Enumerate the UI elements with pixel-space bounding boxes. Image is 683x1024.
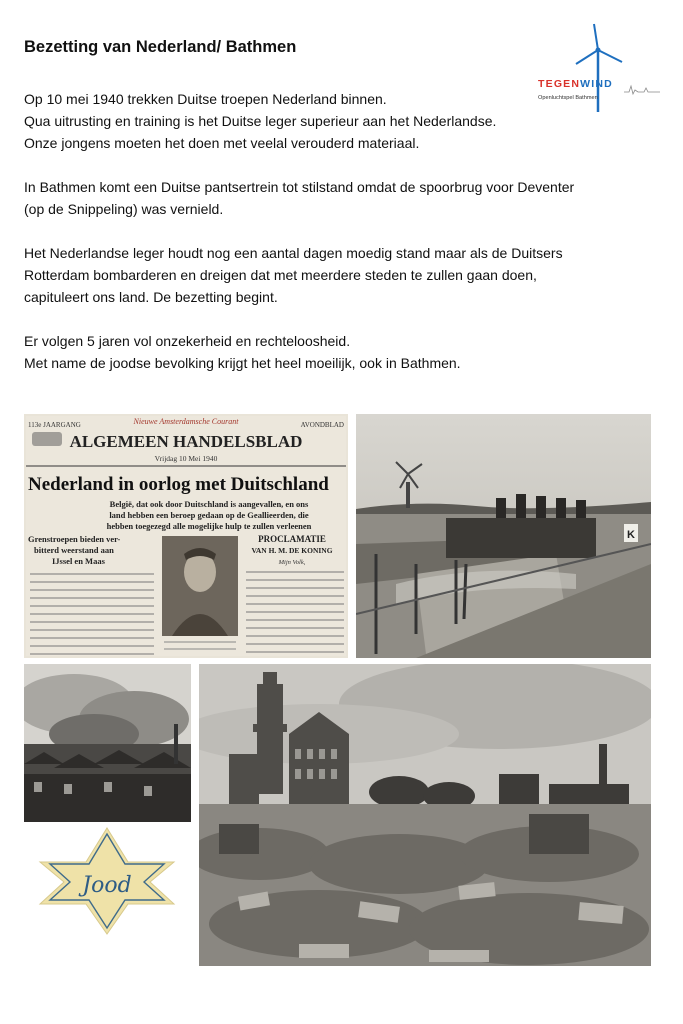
svg-text:AVONDBLAD: AVONDBLAD bbox=[300, 421, 344, 429]
svg-text:Vrijdag 10 Mei 1940: Vrijdag 10 Mei 1940 bbox=[154, 454, 218, 463]
svg-text:VAN H. M. DE KONING: VAN H. M. DE KONING bbox=[251, 546, 333, 555]
svg-text:113e JAARGANG: 113e JAARGANG bbox=[28, 421, 81, 429]
destroyed-city-photo bbox=[199, 664, 651, 966]
newspaper-clipping-image bbox=[24, 414, 348, 658]
svg-text:Grenstroepen bieden ver-: Grenstroepen bieden ver- bbox=[28, 534, 121, 544]
svg-text:land hebben een beroep gedaan: land hebben een beroep gedaan op de Geallieerden, die bbox=[109, 510, 309, 520]
jewish-star-badge-image bbox=[24, 826, 191, 936]
svg-text:bitterd weerstand aan: bitterd weerstand aan bbox=[34, 545, 114, 555]
svg-text:België, dat ook door Duitschla: België, dat ook door Duitschland is aangevallen, en ons bbox=[109, 499, 309, 509]
paragraph-capitulation: Het Nederlandse leger houdt nog een aantal dagen moedig stand maar als de Duitsers Rotterdam bombarderen en dreigen dat met meerdere steden te zullen gaan doen, capituleert ons land. De bezetting begint. bbox=[24, 245, 563, 305]
logo-wordmark: TEGENWIND bbox=[538, 78, 613, 90]
svg-text:PROCLAMATIE: PROCLAMATIE bbox=[258, 534, 326, 544]
svg-text:ALGEMEEN HANDELSBLAD: ALGEMEEN HANDELSBLAD bbox=[69, 432, 303, 451]
svg-text:hebben toegezegd alle mogelijk: hebben toegezegd alle mogelijke hulp te zullen verleenen bbox=[106, 521, 312, 531]
armoured-train-photo bbox=[356, 414, 651, 658]
svg-text:K: K bbox=[627, 529, 635, 541]
logo-subtitle: Openluchtspel Bathmen bbox=[538, 95, 598, 101]
paragraph-invasion: Op 10 mei 1940 trekken Duitse troepen Nederland binnen. Qua uitrusting en training is het Duitse leger superieur aan het Nederlandse. Onze jongens moeten het doen met veelal verouderd materiaal. bbox=[24, 91, 497, 151]
svg-text:IJssel en Maas: IJssel en Maas bbox=[52, 556, 105, 566]
star-label: Jood bbox=[82, 873, 132, 898]
svg-text:Mijn Volk,: Mijn Volk, bbox=[278, 559, 306, 566]
paragraph-bathmen: In Bathmen komt een Duitse pantsertrein tot stilstand omdat de spoorbrug voor Deventer (op de Snippeling) was vernield. bbox=[24, 179, 575, 217]
page-title: Bezetting van Nederland/ Bathmen bbox=[24, 38, 297, 56]
paragraph-occupation: Er volgen 5 jaren vol onzekerheid en rechteloosheid. Met name de joodse bevolking krijgt het heel moeilijk, ook in Bathmen. bbox=[24, 333, 461, 371]
rotterdam-bombing-photo bbox=[24, 664, 191, 822]
svg-text:Nederland in oorlog met Duitsc: Nederland in oorlog met Duitschland bbox=[28, 474, 329, 495]
svg-text:Nieuwe Amsterdamsche Courant: Nieuwe Amsterdamsche Courant bbox=[133, 417, 239, 426]
